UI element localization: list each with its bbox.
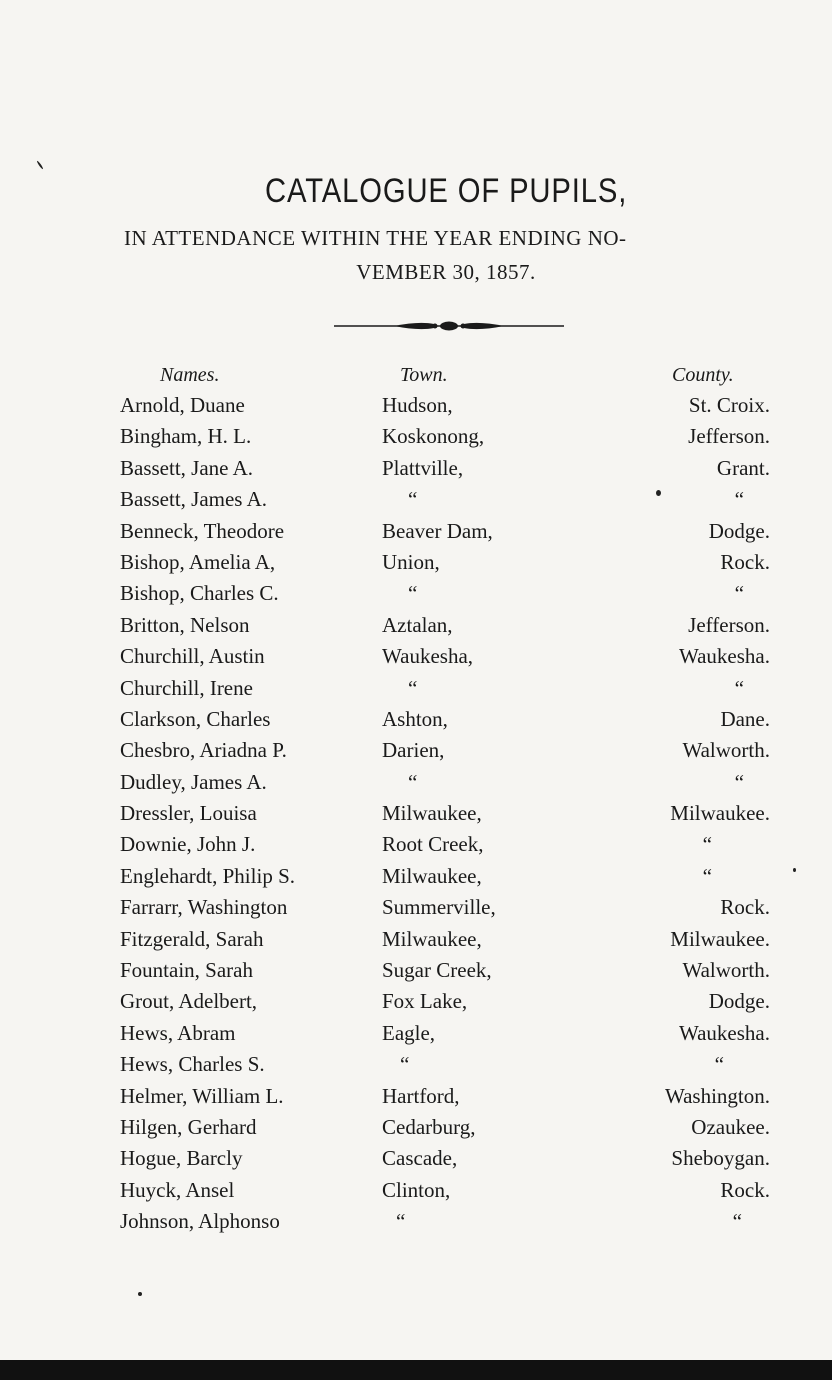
- pupil-county: Jefferson.: [688, 612, 770, 637]
- pupil-town: Eagle,: [382, 1020, 436, 1045]
- table-row: [0, 1052, 832, 1083]
- pupil-name: Dudley, James A.: [120, 769, 267, 794]
- ink-speck: [36, 160, 43, 169]
- pupil-town: Aztalan,: [382, 612, 453, 637]
- subtitle-line-2: VEMBER 30, 1857.: [356, 260, 536, 284]
- pupil-name: Hews, Charles S.: [120, 1052, 265, 1077]
- table-row: [0, 1146, 832, 1177]
- pupil-name: Grout, Adelbert,: [120, 989, 258, 1014]
- pupil-county: Milwaukee.: [670, 801, 770, 826]
- ink-speck: [793, 868, 796, 872]
- table-row: [0, 927, 832, 958]
- table-row: [0, 519, 832, 550]
- pupil-name: Bassett, James A.: [120, 487, 267, 512]
- pupil-county: St. Croix.: [688, 393, 770, 417]
- pupil-name: Chesbro, Ariadna P.: [120, 738, 287, 763]
- table-row: [0, 770, 832, 801]
- column-header-names: Names.: [160, 364, 220, 386]
- pupil-county: “: [732, 1209, 742, 1234]
- pupil-name: Churchill, Irene: [120, 675, 253, 700]
- table-row: [0, 487, 832, 518]
- pupil-name: Fitzgerald, Sarah: [120, 926, 264, 951]
- pupil-county: Milwaukee.: [670, 926, 770, 951]
- pupil-name: Farrarr, Washington: [120, 895, 288, 920]
- pupil-town: Milwaukee,: [382, 863, 482, 888]
- pupil-county: “: [714, 1052, 724, 1077]
- pupil-name: Downie, John J.: [120, 832, 256, 857]
- table-row: [0, 1084, 832, 1115]
- pupil-town: “: [400, 1052, 410, 1077]
- pupil-town: Cedarburg,: [382, 1114, 476, 1139]
- pupil-county: “: [702, 832, 712, 857]
- pupil-name: Bishop, Amelia A,: [120, 549, 276, 574]
- pupil-name: Arnold, Duane: [120, 393, 245, 417]
- pupil-county: Rock.: [720, 895, 770, 920]
- pupil-town: Ashton,: [382, 706, 448, 731]
- pupil-county: Grant.: [716, 455, 770, 480]
- table-row: [0, 1021, 832, 1052]
- table-row: [0, 989, 832, 1020]
- pupil-name: Bishop, Charles C.: [120, 581, 279, 606]
- pupil-name: Huyck, Ansel: [120, 1177, 235, 1202]
- pupil-town: “: [408, 769, 418, 794]
- pupil-town: Beaver Dam,: [382, 518, 493, 543]
- pupil-name: Hogue, Barcly: [120, 1146, 243, 1171]
- pupil-town: “: [396, 1209, 406, 1234]
- pupil-county: Walworth.: [682, 738, 770, 763]
- pupil-list: [0, 393, 832, 1241]
- pupil-town: “: [408, 675, 418, 700]
- pupil-town: Darien,: [382, 738, 445, 763]
- pupil-name: Benneck, Theodore: [120, 518, 285, 543]
- column-header-town: Town.: [400, 364, 448, 386]
- pupil-name: Clarkson, Charles: [120, 706, 271, 731]
- pupil-town: Hudson,: [382, 393, 453, 417]
- table-row: [0, 895, 832, 926]
- pupil-name: Bingham, H. L.: [120, 424, 252, 449]
- pupil-county: “: [734, 769, 744, 794]
- ink-speck: [138, 1292, 142, 1296]
- table-row: [0, 832, 832, 863]
- pupil-town: Waukesha,: [382, 644, 474, 669]
- pupil-county: Dodge.: [708, 989, 770, 1014]
- pupil-county: Walworth.: [682, 958, 770, 983]
- table-row: [0, 1115, 832, 1146]
- table-row: [0, 676, 832, 707]
- pupil-town: Cascade,: [382, 1146, 458, 1171]
- table-row: [0, 456, 832, 487]
- pupil-town: “: [408, 581, 418, 606]
- table-row: [0, 424, 832, 455]
- pupil-county: Rock.: [720, 1177, 770, 1202]
- pupil-name: Britton, Nelson: [120, 612, 250, 637]
- pupil-town: Milwaukee,: [382, 926, 482, 951]
- pupil-name: Dressler, Louisa: [120, 801, 257, 826]
- pupil-county: Sheboygan.: [671, 1146, 770, 1171]
- pupil-town: Sugar Creek,: [382, 958, 492, 983]
- table-row: [0, 581, 832, 612]
- table-row: [0, 644, 832, 675]
- pupil-name: Fountain, Sarah: [120, 958, 253, 983]
- table-row: [0, 958, 832, 989]
- pupil-county: “: [702, 863, 712, 888]
- pupil-county: Dodge.: [708, 518, 770, 543]
- pupil-name: Helmer, William L.: [120, 1083, 284, 1108]
- pupil-county: Waukesha.: [678, 644, 770, 669]
- pupil-town: Summerville,: [382, 895, 496, 920]
- pupil-county: “: [734, 487, 744, 512]
- table-row: [0, 393, 832, 424]
- pupil-town: Root Creek,: [382, 832, 484, 857]
- subtitle-line-1: IN ATTENDANCE WITHIN THE YEAR ENDING NO-: [124, 226, 627, 250]
- table-row: [0, 1178, 832, 1209]
- pupil-county: Waukesha.: [678, 1020, 770, 1045]
- pupil-county: Dane.: [720, 706, 770, 731]
- ornament-divider: [334, 318, 564, 334]
- pupil-town: Hartford,: [382, 1083, 460, 1108]
- table-row: [0, 801, 832, 832]
- pupil-name: Hews, Abram: [120, 1020, 236, 1045]
- pupil-town: Fox Lake,: [382, 989, 468, 1014]
- table-row: [0, 864, 832, 895]
- pupil-name: Churchill, Austin: [120, 644, 265, 669]
- pupil-town: Clinton,: [382, 1177, 451, 1202]
- pupil-name: Englehardt, Philip S.: [120, 863, 295, 888]
- pupil-county: Jefferson.: [688, 424, 770, 449]
- pupil-county: “: [734, 581, 744, 606]
- table-row: [0, 613, 832, 644]
- pupil-county: Ozaukee.: [691, 1114, 770, 1139]
- pupil-town: Koskonong,: [382, 424, 485, 449]
- pupil-town: Union,: [382, 549, 440, 574]
- pupil-town: “: [408, 487, 418, 512]
- pupil-county: “: [734, 675, 744, 700]
- pupil-name: Johnson, Alphonso: [120, 1209, 280, 1234]
- table-row: [0, 550, 832, 581]
- page-title: CATALOGUE OF PUPILS,: [265, 172, 628, 210]
- pupil-county: Rock.: [720, 549, 770, 574]
- column-header-county: County.: [672, 364, 734, 386]
- pupil-name: Bassett, Jane A.: [120, 455, 253, 480]
- pupil-town: Milwaukee,: [382, 801, 482, 826]
- pupil-county: Washington.: [664, 1083, 770, 1108]
- page-edge-shadow: [0, 1360, 832, 1380]
- pupil-name: Hilgen, Gerhard: [120, 1114, 257, 1139]
- table-row: [0, 1209, 832, 1240]
- table-row: [0, 738, 832, 769]
- table-row: [0, 707, 832, 738]
- pupil-town: Plattville,: [382, 455, 464, 480]
- ink-speck: [656, 490, 661, 496]
